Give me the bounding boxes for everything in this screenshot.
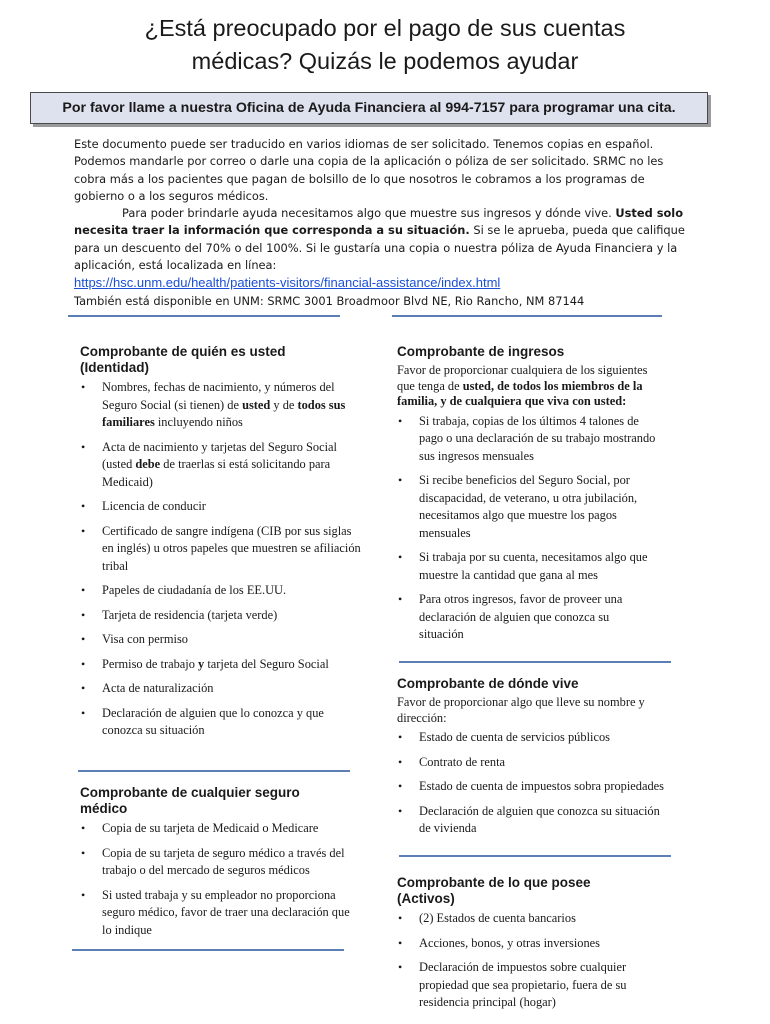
residence-section [397, 676, 667, 845]
list-item: • Acciones, bonos, y otras inversiones [397, 935, 657, 953]
assets-list [397, 910, 657, 1012]
assets-heading-line-2: (Activos) [397, 891, 455, 906]
insurance-list [80, 820, 362, 939]
location-note: También está disponible en UNM: SRMC 3001 Broadmoor Blvd NE, Rio Rancho, NM 87144 [74, 293, 585, 308]
list-item: • Copia de su tarjeta de Medicaid o Medicare [80, 820, 362, 838]
insurance-heading [80, 785, 362, 817]
list-item: • Acta de nacimiento y tarjetas del Seguro Social (usted debe de traerlas si está solicitando para Medicaid) [80, 439, 362, 492]
insurance-heading-line-1: Comprobante de cualquier seguro [80, 785, 300, 800]
list-item: • Tarjeta de residencia (tarjeta verde) [80, 607, 362, 625]
divider [68, 315, 340, 317]
list-item: • Estado de cuenta de impuestos sobra propiedades [397, 778, 667, 796]
insurance-section [80, 785, 362, 946]
income-heading: Comprobante de ingresos [397, 344, 565, 359]
divider [72, 949, 344, 951]
income-section [397, 344, 657, 651]
page-title [60, 12, 710, 78]
list-item: • Nombres, fechas de nacimiento, y números del Seguro Social (si tienen) de usted y de todos sus familiares incluyendo niños [80, 379, 362, 432]
list-item: • Si recibe beneficios del Seguro Social, por discapacidad, de veterano, u otra jubilación, necesitamos algo que muestre los pagos mensuales [397, 472, 657, 542]
eligibility-text: Para poder brindarle ayuda necesitamos algo que muestre sus ingresos y dónde vive. [122, 206, 616, 221]
identity-list [80, 379, 362, 740]
residence-instructions: Favor de proporcionar algo que lleve su nombre y dirección: [397, 695, 645, 725]
intro-paragraph: Este documento puede ser traducido en varios idiomas de ser solicitado. Tenemos copias en español. Podemos mandarle por correo o darle una copia de la aplicación o póliza de ser solicitado. SRMC no les cobra más a los pacientes que pagan de bolsillo de lo que nosotros le cobramos a los programas de gobierno o a los seguros médicos. [74, 137, 664, 203]
list-item: • Declaración de alguien que conozca su situación de vivienda [397, 803, 667, 838]
identity-heading-line-2: (Identidad) [80, 360, 149, 375]
list-item: • Contrato de renta [397, 754, 667, 772]
list-item: • Certificado de sangre indígena (CIB por sus siglas en inglés) u otros papeles que muestren se afiliación tribal [80, 523, 362, 576]
list-item: • Si trabaja, copias de los últimos 4 talones de pago o una declaración de su trabajo mostrando sus ingresos mensuales [397, 413, 657, 466]
intro-section [74, 136, 694, 310]
list-item: • Papeles de ciudadanía de los EE.UU. [80, 582, 362, 600]
divider [399, 855, 671, 857]
divider [78, 770, 350, 772]
list-item: • Declaración de impuestos sobre cualquier propiedad que sea propietario, fuera de su residencia principal (hogar) [397, 959, 657, 1012]
list-item: • Para otros ingresos, favor de proveer una declaración de alguien que conozca su situación [397, 591, 657, 644]
call-office-banner: Por favor llame a nuestra Oficina de Ayuda Financiera al 994-7157 para programar una cita. [30, 92, 708, 124]
assets-section [397, 875, 657, 1019]
policy-link[interactable]: https://hsc.unm.edu/health/patients-visitors/financial-assistance/index.html [74, 275, 501, 291]
list-item: • Permiso de trabajo y tarjeta del Seguro Social [80, 656, 362, 674]
list-item: • Declaración de alguien que lo conozca y que conozca su situación [80, 705, 362, 740]
eligibility-bold-text: Usted solo necesita traer la información que corresponda a su situación. [74, 206, 684, 238]
insurance-heading-line-2: médico [80, 801, 128, 816]
list-item: • Copia de su tarjeta de seguro médico a través del trabajo o del mercado de seguros médicos [80, 845, 362, 880]
list-item: • Si trabaja por su cuenta, necesitamos algo que muestre la cantidad que gana al mes [397, 549, 657, 584]
list-item: • (2) Estados de cuenta bancarios [397, 910, 657, 928]
list-item: • Si usted trabaja y su empleador no proporciona seguro médico, favor de traer una declaración que lo indique [80, 887, 362, 940]
residence-heading: Comprobante de dónde vive [397, 676, 579, 691]
assets-heading [397, 875, 657, 907]
income-list [397, 413, 657, 644]
identity-heading [80, 344, 362, 376]
divider [392, 315, 662, 317]
title-line-2: médicas? Quizás le podemos ayudar [191, 48, 579, 74]
identity-section [80, 344, 362, 747]
identity-heading-line-1: Comprobante de quién es usted [80, 344, 286, 359]
income-instructions: Favor de proporcionar cualquiera de los siguientes que tenga de usted, de todos los miembros de la familia, y de cualquiera que viva con usted: [397, 363, 648, 408]
divider [399, 661, 671, 663]
eligibility-paragraph [74, 205, 694, 274]
list-item: • Licencia de conducir [80, 498, 362, 516]
title-line-1: ¿Está preocupado por el pago de sus cuentas [144, 15, 626, 41]
list-item: • Visa con permiso [80, 631, 362, 649]
assets-heading-line-1: Comprobante de lo que posee [397, 875, 591, 890]
eligibility-text-cont: Si se le aprueba, pueda que califique para un descuento del 70% o del 100%. Si le gustaría una copia o nuestra póliza de Ayuda Financiera y la aplicación, está localizada en línea: [74, 223, 685, 273]
list-item: • Estado de cuenta de servicios públicos [397, 729, 667, 747]
residence-list [397, 729, 667, 838]
list-item: • Acta de naturalización [80, 680, 362, 698]
